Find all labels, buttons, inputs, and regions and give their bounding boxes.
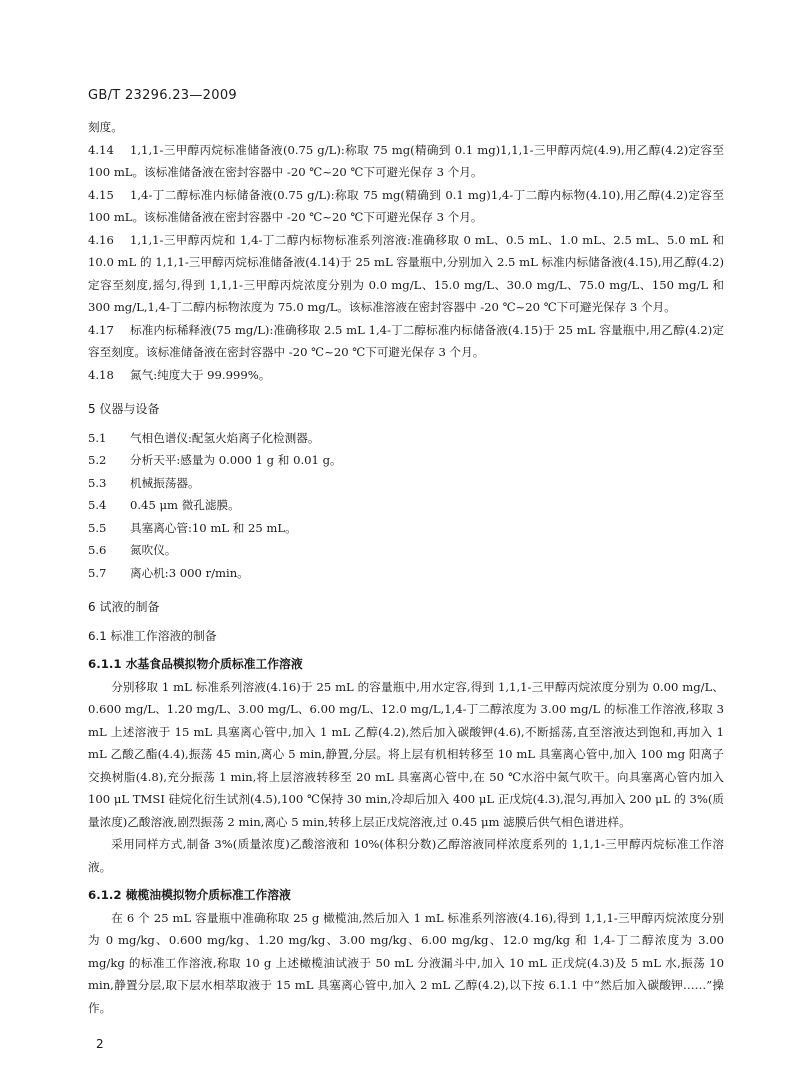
subsection-heading-6-1-1: 6.1.1 水基食品模拟物介质标准工作溶液 — [88, 657, 303, 671]
clause-5-1 — [88, 427, 724, 450]
clause-4-17 — [88, 319, 724, 364]
clause-4-18 — [88, 364, 724, 387]
clause-5-3 — [88, 472, 724, 495]
document-body — [88, 116, 724, 1019]
clause-number: 4.16 — [88, 232, 114, 247]
clause-text: 离心机:3 000 r/min。 — [130, 565, 249, 580]
paragraph-6-1-1-a: 分别移取 1 mL 标准系列溶液(4.16)于 25 mL 的容量瓶中,用水定容,得到 1,1,1-三甲醇丙烷浓度分别为 0.00 mg/L、0.600 mg/L、1.20 mg/L、3.00 mg/L、6.00 mg/L、12.0 mg/L,1,4-丁二醇浓度为 3.00 mg/L 的标准工作溶液,移取 3 mL 上述溶液于 15 mL 具塞离心管中,加入 1 mL 乙醇(4.2),然后加入碳酸钾(4.6),不断摇荡,直至溶液达到饱和,再加入 1 mL 乙酸乙酯(4.4),振荡 45 min,离心 5 min,静置,分层。将上层有机相转移至 10 mL 具塞离心管中,加入 100 mg 阳离子交换树脂(4.8),充分振荡 1 min,将上层溶液转移至 20 mL 具塞离心管中,在 50 ℃水浴中氮气吹干。向具塞离心管内加入 100 μL TMSI 硅烷化衍生试剂(4.5),100 ℃保持 30 min,冷却后加入 400 μL 正戊烷(4.3),混匀,再加入 200 μL 的 3%(质量浓度)乙酸溶液,剧烈振荡 2 min,离心 5 min,转移上层正戊烷溶液,过 0.45 μm 滤膜后供气相色谱进样。 — [88, 679, 724, 829]
clause-5-6 — [88, 539, 724, 562]
subsection-heading-6-1: 6.1 标准工作溶液的制备 — [88, 628, 217, 643]
section-heading-5: 5 仪器与设备 — [88, 402, 160, 416]
clause-4-14 — [88, 139, 724, 184]
clause-number: 4.15 — [88, 187, 114, 202]
clause-text: 0.45 μm 微孔滤膜。 — [130, 498, 240, 512]
paragraph-continuation: 刻度。 — [88, 120, 123, 134]
paragraph-6-1-2: 在 6 个 25 mL 容量瓶中准确称取 25 g 橄榄油,然后加入 1 mL 标准系列溶液(4.16),得到 1,1,1-三甲醇丙烷浓度分别为 0 mg/kg、0.600 mg/kg、1.20 mg/kg、3.00 mg/kg、6.00 mg/kg、12.0 mg/kg 和 1,4-丁二醇浓度为 3.00 mg/kg 的标准工作溶液,称取 10 g 上述橄榄油试液于 50 mL 分液漏斗中,加入 10 mL 正戊烷(4.3)及 5 mL 水,振荡 10 min,静置分层,取下层水相萃取液于 15 mL 具塞离心管中,加入 2 mL 乙醇(4.2),以下按 6.1.1 中“然后加入碳酸钾……”操作。 — [88, 910, 724, 1015]
clause-5-2 — [88, 449, 724, 472]
clause-5-7 — [88, 562, 724, 585]
clause-text: 1,1,1-三甲醇丙烷和 1,4-丁二醇内标物标准系列溶液:准确移取 0 mL、0.5 mL、1.0 mL、2.5 mL、5.0 mL 和 10.0 mL 的 1,1,1-三甲醇丙烷标准储备液(4.14)于 25 mL 容量瓶中,分别加入 2.5 mL 标准内标储备液(4.15),用乙醇(4.2)定容至刻度,摇匀,得到 1,1,1-三甲醇丙烷浓度分别为 0.0 mg/L、15.0 mg/L、30.0 mg/L、75.0 mg/L、150 mg/L 和 300 mg/L,1,4-丁二醇内标物浓度为 75.0 mg/L。该标准溶液在密封容器中 -20 ℃~20 ℃下可避光保存 3 个月。 — [88, 232, 724, 314]
clause-number: 4.17 — [88, 322, 114, 337]
clause-number: 4.14 — [88, 142, 114, 157]
clause-text: 分析天平:感量为 0.000 1 g 和 0.01 g。 — [130, 453, 342, 467]
clause-text: 1,4-丁二醇标准内标储备液(0.75 g/L):称取 75 mg(精确到 0.1 mg)1,4-丁二醇内标物(4.10),用乙醇(4.2)定容至 100 mL。该标准储备液在密封容器中 -20 ℃~20 ℃下可避光保存 3 个月。 — [88, 187, 724, 224]
clause-text: 具塞离心管:10 mL 和 25 mL。 — [130, 520, 297, 535]
subsection-heading-6-1-2: 6.1.2 橄榄油模拟物介质标准工作溶液 — [88, 888, 291, 902]
clause-5-5 — [88, 517, 724, 540]
clause-text: 标准内标稀释液(75 mg/L):准确移取 2.5 mL 1,4-丁二醇标准内标储备液(4.15)于 25 mL 容量瓶中,用乙醇(4.2)定容至刻度。该标准储备液在密封容器中 -20 ℃~20 ℃下可避光保存 3 个月。 — [88, 322, 724, 359]
clause-4-16 — [88, 229, 724, 319]
clause-number: 5.6 — [88, 543, 107, 557]
standard-code: GB/T 23296.23—2009 — [88, 88, 237, 103]
clause-number: 5.1 — [88, 430, 107, 445]
clause-5-4 — [88, 494, 724, 517]
page-number: 2 — [96, 1037, 104, 1051]
clause-number: 5.7 — [88, 565, 107, 580]
clause-4-15 — [88, 184, 724, 229]
clause-text: 1,1,1-三甲醇丙烷标准储备液(0.75 g/L):称取 75 mg(精确到 0.1 mg)1,1,1-三甲醇丙烷(4.9),用乙醇(4.2)定容至 100 mL。该标准储备液在密封容器中 -20 ℃~20 ℃下可避光保存 3 个月。 — [88, 142, 724, 179]
clause-number: 5.2 — [88, 453, 107, 467]
paragraph-6-1-1-b: 采用同样方式,制备 3%(质量浓度)乙酸溶液和 10%(体积分数)乙醇溶液同样浓度系列的 1,1,1-三甲醇丙烷标准工作溶液。 — [88, 837, 724, 874]
clause-text: 气相色谱仪:配氢火焰离子化检测器。 — [130, 430, 320, 445]
clause-number: 5.3 — [88, 475, 107, 490]
clause-number: 5.4 — [88, 498, 107, 512]
clause-text: 氮气:纯度大于 99.999%。 — [130, 367, 271, 382]
section-heading-6: 6 试液的制备 — [88, 600, 160, 614]
clause-number: 4.18 — [88, 367, 114, 382]
clause-text: 氮吹仪。 — [130, 543, 177, 557]
clause-number: 5.5 — [88, 520, 107, 535]
clause-text: 机械振荡器。 — [130, 475, 200, 490]
